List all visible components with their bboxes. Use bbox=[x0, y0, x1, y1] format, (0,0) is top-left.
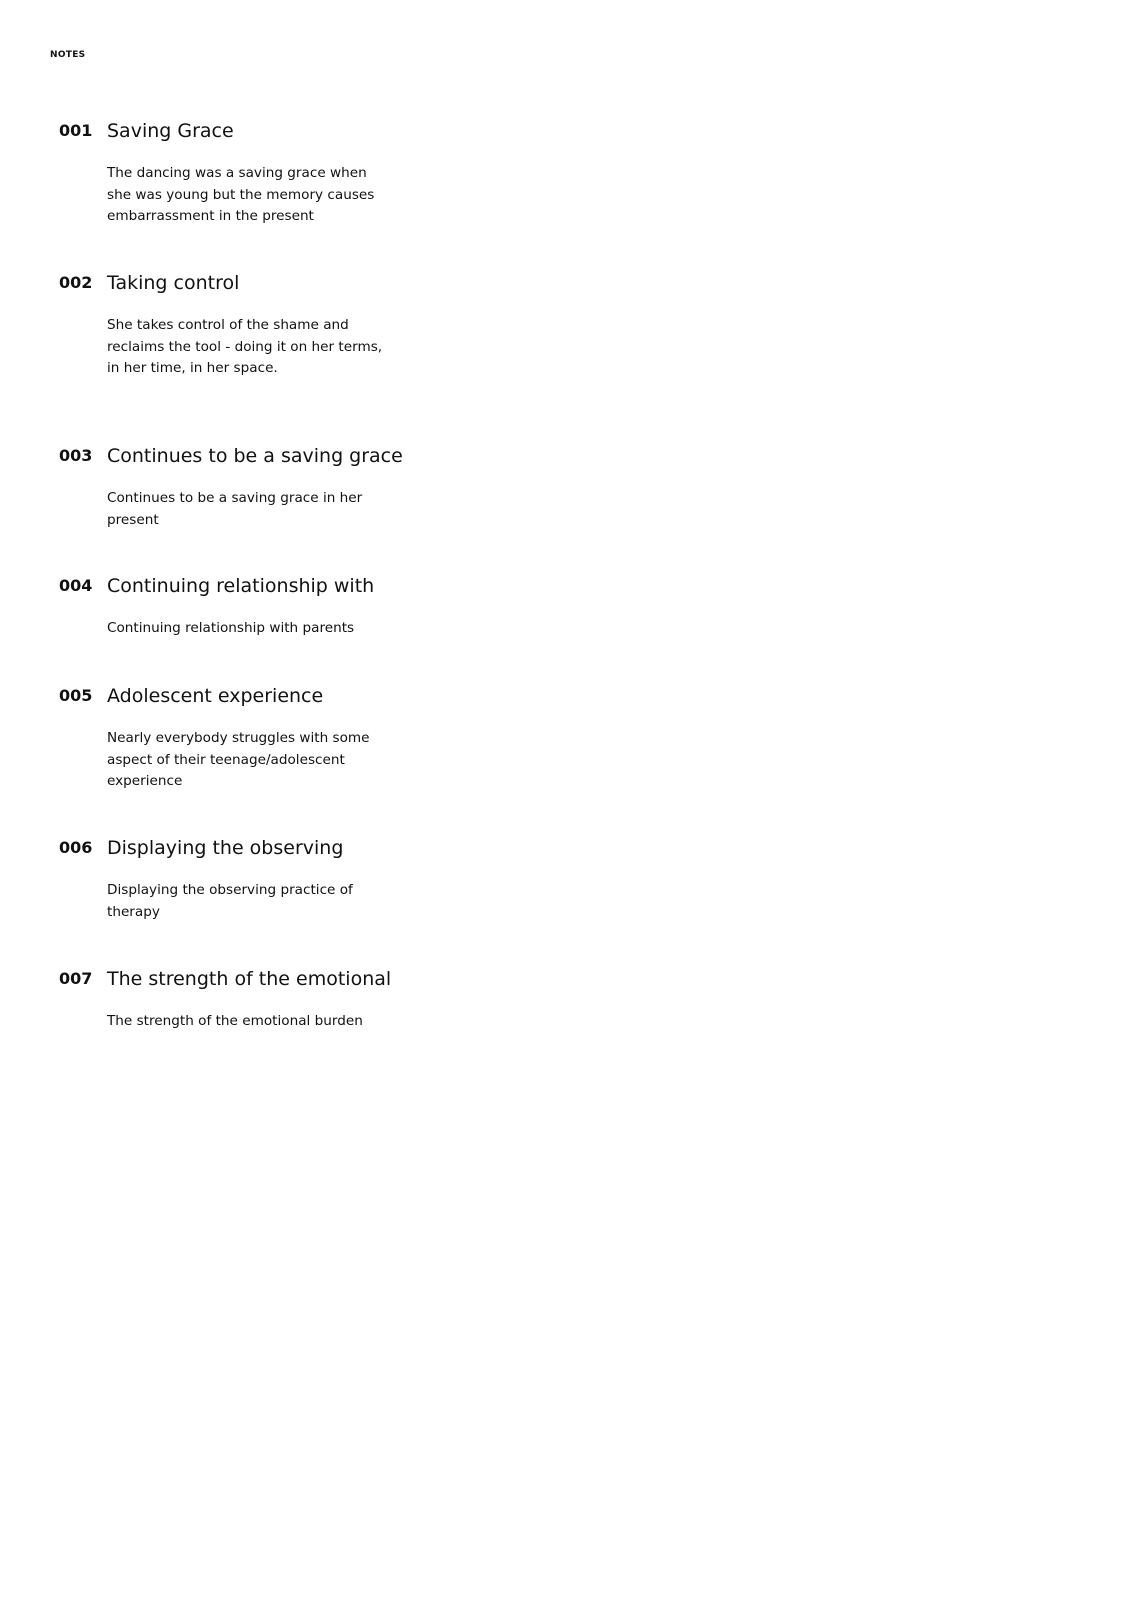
note-body: Continuing relationship with parents bbox=[107, 620, 355, 636]
note-body: The dancing was a saving grace when she was young but the memory causes embarrassment in the present bbox=[107, 165, 375, 224]
note-title: The strength of the emotional bbox=[107, 968, 392, 990]
note-body: Continues to be a saving grace in her present bbox=[107, 490, 363, 528]
note-number: 006 bbox=[59, 838, 93, 857]
note-title: Adolescent experience bbox=[107, 685, 324, 707]
note-body: Displaying the observing practice of therapy bbox=[107, 882, 353, 920]
note-body: She takes control of the shame and reclaims the tool - doing it on her terms, in her time, in her space. bbox=[107, 317, 383, 376]
note-title: Continuing relationship with bbox=[107, 575, 375, 597]
note-number: 004 bbox=[59, 576, 93, 595]
note-number: 002 bbox=[59, 273, 93, 292]
note-title: Displaying the observing bbox=[107, 837, 344, 859]
note-number: 007 bbox=[59, 969, 93, 988]
page-label: NOTES bbox=[50, 50, 86, 60]
note-title: Continues to be a saving grace bbox=[107, 445, 403, 467]
note-number: 001 bbox=[59, 121, 93, 140]
note-body: The strength of the emotional burden bbox=[107, 1013, 363, 1029]
note-title: Saving Grace bbox=[107, 120, 234, 142]
note-title: Taking control bbox=[107, 272, 240, 294]
note-number: 005 bbox=[59, 686, 93, 705]
note-body: Nearly everybody struggles with some aspect of their teenage/adolescent experience bbox=[107, 730, 370, 789]
note-number: 003 bbox=[59, 446, 93, 465]
